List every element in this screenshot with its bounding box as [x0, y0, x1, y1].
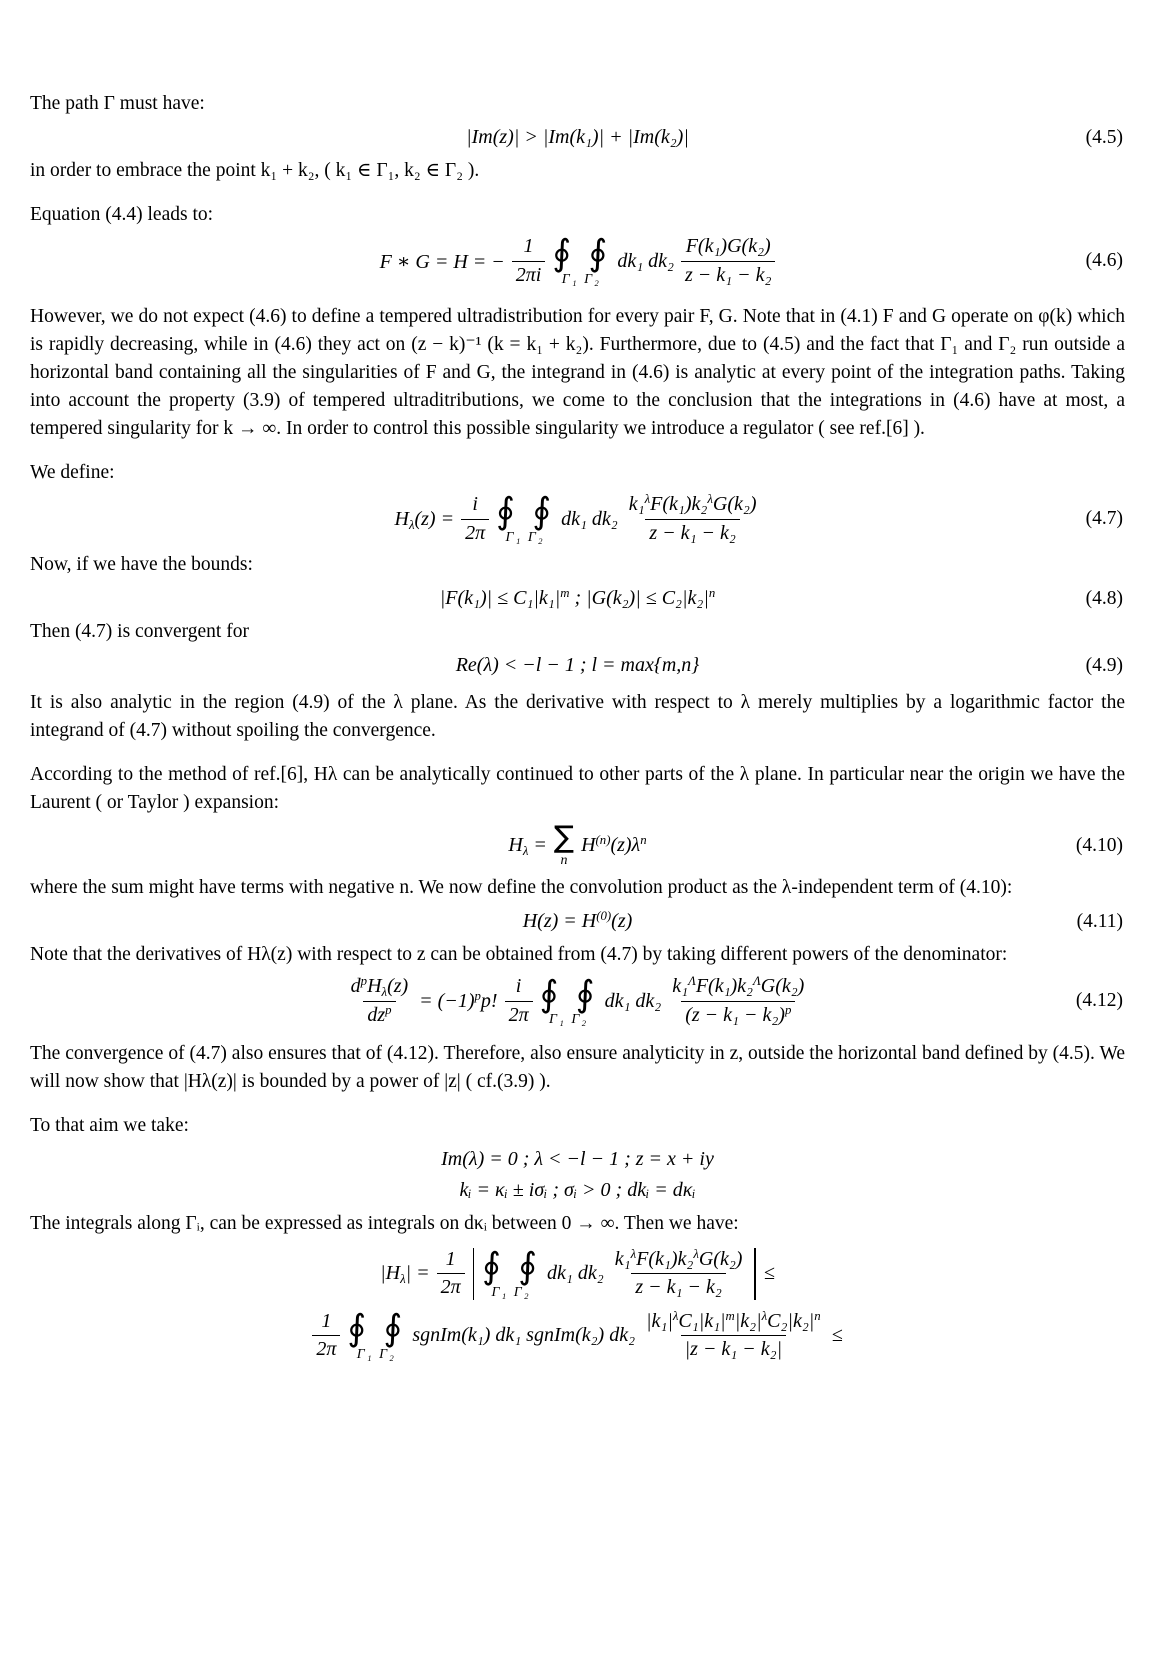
- term: (z) =: [414, 507, 455, 530]
- term: =: [528, 834, 547, 857]
- norm-bar-left: [473, 1248, 474, 1300]
- eq412-mid: [419, 990, 497, 1013]
- equation-h-lambda-bound-2-body: [312, 1307, 843, 1362]
- eqC-integrand-fraction: [611, 1248, 747, 1300]
- term: F(k₁)k₂: [650, 493, 708, 516]
- contour-integral-icon: ∮ ∮: [347, 1307, 406, 1349]
- equation-im-lambda: [30, 1148, 1125, 1171]
- equation-4-6: [30, 235, 1125, 287]
- equation-4-10-body: [508, 820, 647, 869]
- term: H(z) = H: [522, 910, 597, 933]
- term: C₁|k₁|: [678, 1309, 726, 1332]
- eq47-coefficient-fraction: [461, 493, 489, 545]
- superscript: λ: [761, 1308, 768, 1323]
- contour-integral-icon: ∮ ∮: [496, 491, 555, 533]
- eqD-coefficient-fraction: [312, 1310, 340, 1362]
- denominator: 2π: [437, 1273, 465, 1300]
- eqD-relation: ≤: [831, 1324, 843, 1347]
- superscript: n: [814, 1308, 821, 1323]
- term: |k₂|: [734, 1309, 762, 1332]
- superscript: p: [360, 974, 368, 989]
- equation-number: (4.6): [1085, 250, 1123, 272]
- superscript: m: [725, 1308, 735, 1323]
- eq412-coefficient-fraction: [505, 975, 533, 1027]
- integration-paths-label: Γ₁ Γ₂: [505, 530, 545, 546]
- equation-number: (4.10): [1075, 834, 1123, 856]
- term: |k₁|: [646, 1309, 673, 1332]
- eqC-measure: dk₁ dk₂: [547, 1262, 604, 1285]
- superscript: n: [708, 586, 716, 601]
- eq47-integrand-fraction: [625, 493, 761, 545]
- term: F(k₁)k₂: [636, 1247, 694, 1270]
- denominator: [681, 1001, 795, 1028]
- paragraph-convergence: The convergence of (4.7) also ensures that of (4.12). Therefore, also ensure analyticity in z, outside the horizontal band defined by (4.5). We will now show that |Hλ(z)| is bounded by a power of |z| ( cf.(3.9) ).: [30, 1042, 1125, 1092]
- term: H: [508, 834, 523, 857]
- sum-index-label: n: [560, 853, 568, 869]
- contour-integral-group: [496, 493, 554, 545]
- equation-h-lambda-bound-2: [30, 1307, 1125, 1362]
- equation-4-6-body: [380, 235, 776, 287]
- contour-integral-icon: ∮ ∮: [539, 973, 598, 1015]
- term: (z): [387, 975, 409, 998]
- term: = (−1): [419, 989, 475, 1012]
- superscript: p: [784, 1002, 792, 1017]
- term: G(k₂): [712, 493, 757, 516]
- paragraph-derivatives: Note that the derivatives of Hλ(z) with respect to z can be obtained from (4.7) by taking different powers of the denominator:: [30, 944, 1008, 966]
- equation-number: (4.8): [1085, 587, 1123, 609]
- eqD-integrand-fraction: [642, 1310, 825, 1362]
- paragraph-continuation: According to the method of ref.[6], Hλ can be analytically continued to other parts of the λ plane. In particular near the origin we have the Laurent ( or Taylor ) expansion:: [30, 764, 1125, 814]
- term: dz: [367, 1003, 386, 1026]
- equation-4-7: [30, 493, 1125, 545]
- denominator: 2πi: [512, 261, 546, 288]
- superscript: m: [560, 586, 570, 601]
- superscript: λ: [707, 492, 713, 507]
- term: G(k₂): [698, 1247, 743, 1270]
- equation-number: (4.7): [1085, 508, 1123, 530]
- integration-paths-label: Γ₁ Γ₂: [561, 271, 601, 287]
- term: d: [350, 975, 361, 998]
- eq412-derivative-fraction: [347, 975, 413, 1027]
- term: |H: [380, 1262, 401, 1285]
- equation-4-12: [30, 975, 1125, 1027]
- equation-4-11-body: [523, 910, 633, 933]
- denominator: z − k₁ − k₂: [631, 1273, 725, 1300]
- eq47-lhs: [394, 508, 454, 531]
- term: (z)λ: [610, 834, 641, 857]
- superscript: Λ: [753, 974, 761, 989]
- contour-integral-group: [347, 1307, 406, 1362]
- paragraph-negative-n: where the sum might have terms with negative n. We now define the convolution product as the λ-independent term of (4.10):: [30, 877, 1013, 899]
- equation-h-lambda-bound-1-body: [380, 1245, 775, 1300]
- term: (z − k₁ − k₂): [685, 1003, 785, 1026]
- equation-ki: [30, 1179, 1125, 1202]
- eqC-lhs: [380, 1262, 430, 1285]
- paragraph-analytic: It is also analytic in the region (4.9) of the λ plane. As the derivative with respect to λ merely multiplies by a logarithmic factor the integrand of (4.7) without spoiling the convergence.: [30, 692, 1125, 742]
- term: k₁: [672, 975, 689, 998]
- numerator: [611, 1248, 747, 1274]
- superscript: p: [385, 1002, 392, 1017]
- superscript: Λ: [688, 974, 696, 989]
- summation-group: [553, 820, 575, 869]
- equation-4-11: [30, 910, 1125, 933]
- paragraph-we-define: We define:: [30, 462, 115, 484]
- equation-4-8-body: [440, 587, 715, 610]
- eq410-rhs: [581, 834, 647, 857]
- paragraph-path-gamma: The path Γ must have:: [30, 93, 205, 114]
- term: k₁: [628, 493, 645, 516]
- term: |F(k₁)| ≤ C₁|k₁|: [439, 587, 561, 610]
- superscript: λ: [644, 492, 651, 507]
- paragraph-however: However, we do not expect (4.6) to define a tempered ultradistribution for every pair F, G. Note that in (4.1) F and G operate on φ(k) which is rapidly decreasing, while in (4.6) they act on (z − k)⁻¹ (k = k₁ + k₂). Furthermore, due to (4.5) and the fact that Γ₁ and Γ₂ run outside a horizontal band containing all the singularities of F and G, the integrand in (4.6) is analytic at every point of the integration paths. Taking into account the property (3.9) of tempered ultraditributions, we come to the conclusion that the integrations in (4.6) have at most, a tempered singularity for k → ∞. In order to control this possible singularity we introduce a regulator ( see ref.[6] ).: [30, 306, 1125, 440]
- superscript: λ: [693, 1246, 699, 1261]
- paragraph-integrals: The integrals along Γᵢ, can be expressed as integrals on dκᵢ between 0 → ∞. Then we have:: [30, 1212, 739, 1234]
- eq47-measure: dk₁ dk₂: [561, 507, 618, 530]
- superscript: λ: [672, 1308, 679, 1323]
- denominator: z − k₁ − k₂: [681, 261, 775, 288]
- numerator: i: [472, 493, 478, 516]
- term: H: [367, 975, 382, 998]
- subscript: λ: [381, 985, 388, 1000]
- contour-integral-group: [539, 973, 598, 1028]
- equation-im-lambda-body: Im(λ) = 0 ; λ < −l − 1 ; z = x + iy: [441, 1147, 714, 1170]
- equation-4-12-body: [347, 975, 809, 1027]
- equation-4-8: [30, 587, 1125, 610]
- denominator: z − k₁ − k₂: [645, 519, 739, 546]
- eq46-lhs: F ∗ G = H = −: [379, 250, 505, 273]
- term: (z): [611, 910, 633, 933]
- numerator: 1: [523, 235, 534, 257]
- superscript: λ: [630, 1246, 637, 1261]
- subscript: λ: [400, 1272, 406, 1287]
- term: C₂|k₂|: [767, 1309, 815, 1332]
- contour-integral-icon: ∮ ∮: [552, 233, 611, 275]
- paragraph-embrace: in order to embrace the point k₁ + k₂, ( k₁ ∈ Γ₁, k₂ ∈ Γ₂ ).: [30, 160, 480, 181]
- subscript: λ: [408, 517, 415, 532]
- equation-number: (4.11): [1076, 910, 1123, 932]
- equation-4-5: [30, 126, 1125, 149]
- term: p!: [480, 989, 498, 1012]
- eqC-coefficient-fraction: [437, 1248, 465, 1300]
- eq412-measure: dk₁ dk₂: [604, 989, 662, 1012]
- integration-paths-label: Γ₁ Γ₂: [491, 1284, 531, 1300]
- numerator: [625, 493, 761, 519]
- equation-4-7-body: [394, 493, 760, 545]
- superscript: n: [640, 833, 647, 848]
- equation-4-5-body: |Im(z)| > |Im(k₁)| + |Im(k₂)|: [466, 126, 689, 148]
- numerator: i: [515, 975, 522, 998]
- denominator: 2π: [312, 1335, 340, 1362]
- equation-4-9-body: Re(λ) < −l − 1 ; l = max{m,n}: [455, 654, 700, 677]
- eq46-coefficient-fraction: [512, 235, 546, 287]
- term: | =: [405, 1262, 430, 1285]
- denominator: 2π: [505, 1001, 533, 1028]
- term: G(k₂): [760, 975, 805, 998]
- paragraph-equation-44: Equation (4.4) leads to:: [30, 204, 214, 225]
- numerator: [668, 975, 808, 1001]
- eq46-measure: dk₁ dk₂: [617, 249, 674, 272]
- term: H: [581, 834, 596, 857]
- equation-number: (4.12): [1075, 990, 1123, 1012]
- denominator: 2π: [461, 519, 489, 546]
- equation-h-lambda-bound-1: [30, 1245, 1125, 1300]
- term: ; |G(k₂)| ≤ C₂|k₂|: [569, 587, 709, 610]
- eqC-relation: ≤: [763, 1262, 775, 1285]
- denominator: |z − k₁ − k₂|: [681, 1335, 786, 1362]
- numerator: F(k₁)G(k₂): [685, 235, 771, 257]
- equation-4-9: [30, 654, 1125, 677]
- superscript: p: [474, 988, 481, 1003]
- numerator: [347, 975, 413, 1001]
- subscript: λ: [522, 844, 529, 859]
- equation-4-10: [30, 820, 1125, 869]
- superscript: (0): [596, 909, 612, 924]
- contour-integral-group: [482, 1245, 541, 1300]
- paragraph-bounds: Now, if we have the bounds:: [30, 554, 253, 576]
- equation-number: (4.5): [1085, 126, 1123, 148]
- integration-paths-label: Γ₁ Γ₂: [548, 1012, 589, 1028]
- numerator: 1: [321, 1309, 332, 1332]
- equation-ki-body: kᵢ = κᵢ ± iσᵢ ; σᵢ > 0 ; dkᵢ = dκᵢ: [459, 1178, 696, 1201]
- paragraph-convergent: Then (4.7) is convergent for: [30, 621, 249, 643]
- equation-number: (4.9): [1085, 654, 1123, 676]
- norm-bar-right: [754, 1248, 755, 1300]
- term: H: [394, 507, 409, 530]
- contour-integral-group: [552, 235, 610, 287]
- contour-integral-icon: ∮ ∮: [482, 1245, 541, 1287]
- eq410-lhs: [508, 834, 547, 857]
- numerator: 1: [445, 1247, 456, 1270]
- paragraph-aim: To that aim we take:: [30, 1114, 189, 1136]
- numerator: [642, 1310, 825, 1336]
- eq46-integrand-fraction: [681, 235, 775, 287]
- integration-paths-label: Γ₁ Γ₂: [356, 1346, 396, 1362]
- eqD-measure: sgnIm(k₁) dk₁ sgnIm(k₂) dk₂: [412, 1324, 636, 1347]
- term: k₁: [614, 1247, 631, 1270]
- sum-icon: ∑: [553, 820, 575, 856]
- denominator: [363, 1001, 395, 1028]
- superscript: (n): [595, 833, 611, 848]
- eq412-integrand-fraction: [668, 975, 808, 1027]
- term: F(k₁)k₂: [695, 975, 754, 998]
